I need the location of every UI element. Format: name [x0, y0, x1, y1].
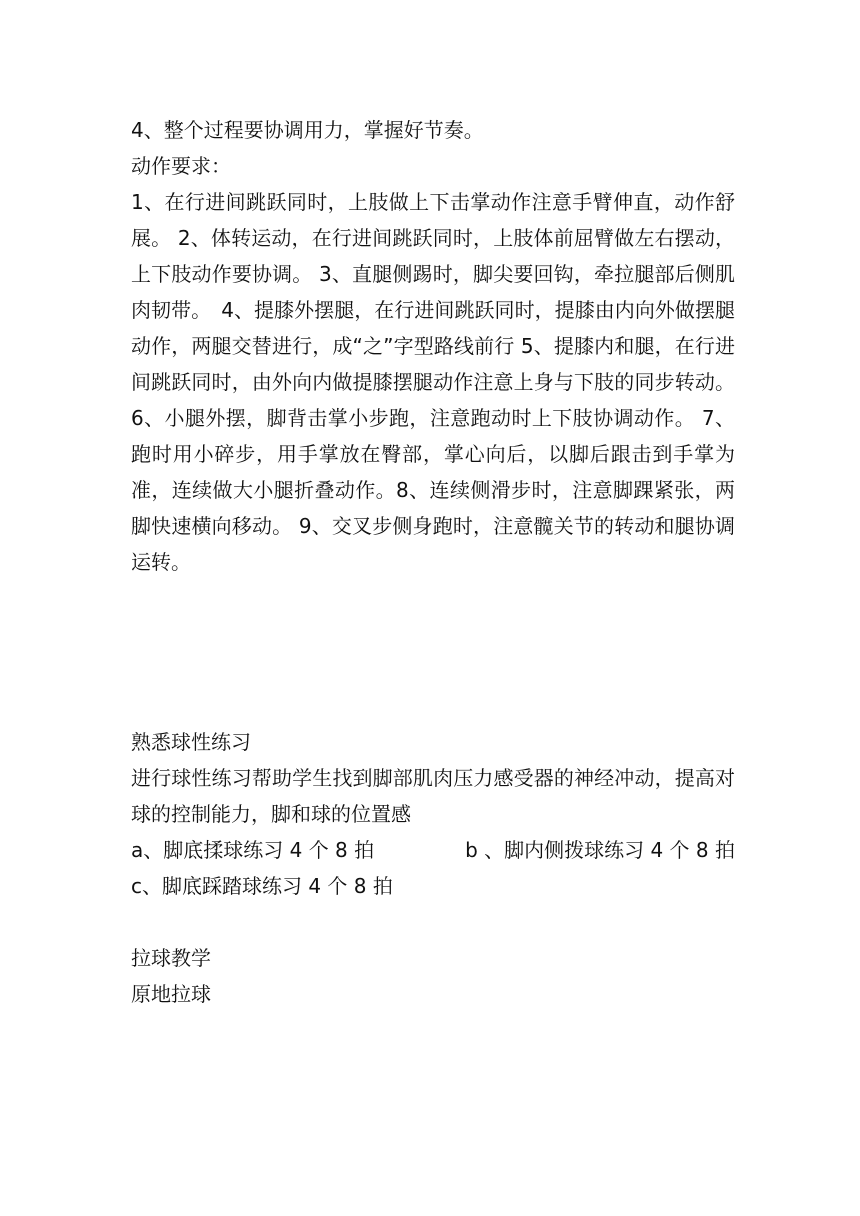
item-b: b 、脚内侧拨球练习 4 个 8 拍	[465, 838, 735, 862]
pull-ball-subheading: 原地拉球	[131, 982, 211, 1006]
document-page	[131, 112, 735, 1012]
pull-ball-heading: 拉球教学	[131, 946, 211, 970]
requirements-heading: 动作要求：	[131, 154, 231, 178]
step-4-line: 4、整个过程要协调用力，掌握好节奏。	[131, 118, 484, 142]
blank-line	[131, 688, 735, 724]
ball-items-row	[131, 832, 735, 868]
item-c: c、脚底踩踏球练习 4 个 8 拍	[131, 874, 393, 898]
blank-line	[131, 904, 735, 940]
ball-practice-heading: 熟悉球性练习	[131, 730, 251, 754]
requirements-paragraph: 1、在行进间跳跃同时，上肢做上下击掌动作注意手臂伸直，动作舒展。 2、体转运动，在行进间跳跃同时，上肢体前屈臂做左右摆动，上下肢动作要协调。 3、直腿侧踢时，脚尖要回钩，牵拉腿部后侧肌肉韧带。 4、提膝外摆腿，在行进间跳跃同时，提膝由内向外做摆腿动作，两腿交替进行，成“之”字型路线前行 5、提膝内和腿，在行进间跳跃同时，由外向内做提膝摆腿动作注意上身与下肢的同步转动。 6、小腿外摆，脚背击掌小步跑，注意跑动时上下肢协调动作。 7、跑时用小碎步，用手掌放在臀部，掌心向后，以脚后跟击到手掌为准，连续做大小腿折叠动作。8、连续侧滑步时，注意脚踝紧张，两脚快速横向移动。 9、交叉步侧身跑时，注意髋关节的转动和腿协调运转。	[131, 190, 735, 574]
ball-practice-paragraph: 进行球性练习帮助学生找到脚部肌肉压力感受器的神经冲动，提高对球的控制能力，脚和球的位置感	[131, 766, 735, 826]
item-a: a、脚底揉球练习 4 个 8 拍	[131, 838, 375, 862]
